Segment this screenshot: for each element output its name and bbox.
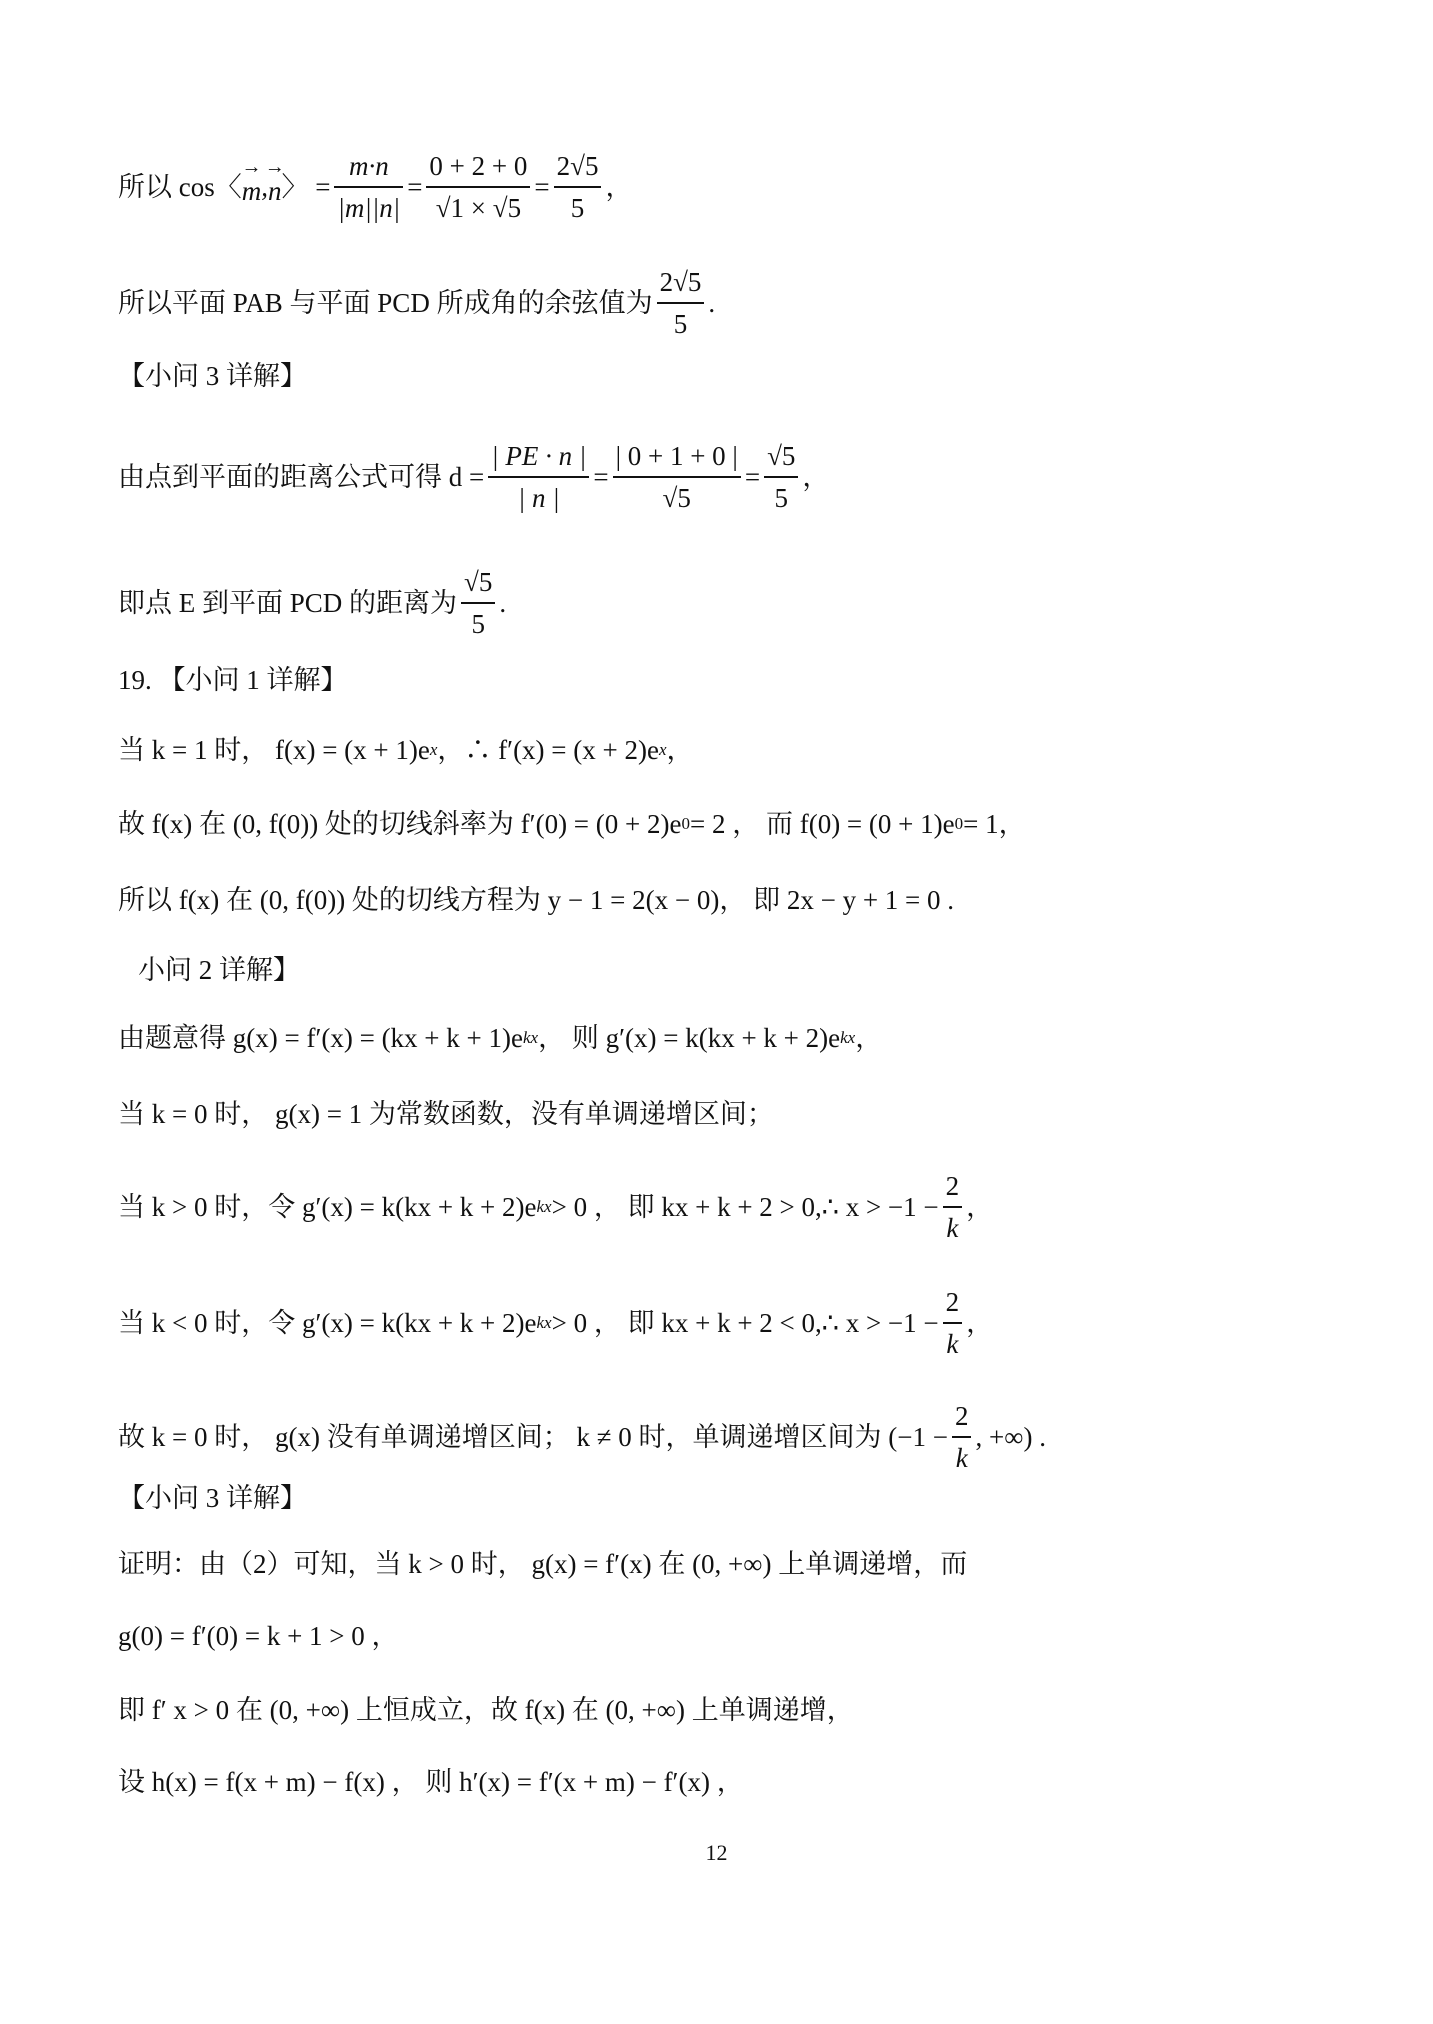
q19-line-8-fraction: $\frac{2}{k}$: [952, 1396, 972, 1478]
q19-line-9: 证明：由（2）可知，当 k > 0 时， g(x) = f′(x) 在 (0, +∞) 上单调递增，而: [118, 1549, 968, 1579]
cos-formula-line: 所以 cos〈 → m , → n 〉 = $\frac{m\cdot n}{|m||n|}$ = $\frac{0 + 2 + 0}{√1 \times √5}$ = $\frac{2√5}{5}$ ，: [118, 146, 632, 228]
cos-fraction-1: $\frac{m\cdot n}{|m||n|}$: [334, 146, 403, 228]
q19-line-7-fraction: $\frac{2}{k}$: [943, 1282, 963, 1364]
q19-line-5: 当 k = 0 时， g(x) = 1 为常数函数，没有单调递增区间；: [118, 1099, 774, 1129]
distance-conclusion-fraction: $\frac{√5}{5}$: [461, 562, 495, 644]
cos-prefix: 所以 cos〈: [118, 172, 242, 202]
q18-part3-header: 【小问 3 详解】: [118, 361, 307, 391]
q19-line-10: g(0) = f′(0) = k + 1 > 0 ，: [118, 1621, 399, 1651]
q19-line-1: 当 k = 1 时， f(x) = (x + 1)e x ，∴ f′(x) = (x + 2)e x ，: [118, 735, 694, 765]
q19-line-6: 当 k > 0 时，令 g′(x) = k(kx + k + 2)e kx > 0 ， 即 kx + k + 2 > 0,∴ x > −1 − $\frac{2}{k}$ ，: [118, 1166, 993, 1248]
cos-close: 〉 =: [281, 172, 331, 202]
vector-m: → m: [242, 163, 262, 211]
q19-line-8: 故 k = 0 时， g(x) 没有单调递增区间； k ≠ 0 时，单调递增区间为 (−1 − $\frac{2}{k}$ , +∞) .: [118, 1396, 1046, 1478]
q19-part1-header: 19. 【小问 1 详解】: [118, 665, 348, 695]
distance-fraction-2: $\frac{| 0 + 1 + 0 |}{√5}$: [613, 436, 741, 518]
q19-line-2: 故 f(x) 在 (0, f(0)) 处的切线斜率为 f′(0) = (0 + 2)e 0 = 2 ， 而 f(0) = (0 + 1)e 0 = 1，: [118, 809, 1026, 839]
cos-fraction-2: $\frac{0 + 2 + 0}{√1 \times √5}$: [426, 146, 530, 228]
cos-fraction-3: $\frac{2√5}{5}$: [554, 146, 602, 228]
q19-line-7: 当 k < 0 时，令 g′(x) = k(kx + k + 2)e kx > 0 ， 即 kx + k + 2 < 0,∴ x > −1 − $\frac{2}{k}$ ，: [118, 1282, 993, 1364]
distance-fraction-3: $\frac{√5}{5}$: [764, 436, 798, 518]
q19-part2-header: 小问 2 详解】: [138, 955, 300, 985]
q19-line-12: 设 h(x) = f(x + m) − f(x) ， 则 h′(x) = f′(x + m) − f′(x) ，: [118, 1767, 744, 1797]
distance-formula-line: 由点到平面的距离公式可得 d = $\frac{| PE \cdot n |}{| n |}$ = $\frac{| 0 + 1 + 0 |}{√5}$ = $\frac{√5}{5}$ ，: [118, 436, 829, 518]
vector-n: → n: [268, 163, 282, 211]
plane-angle-conclusion: 所以平面 PAB 与平面 PCD 所成角的余弦值为 $\frac{2√5}{5}$ .: [118, 262, 715, 344]
q19-part3-header: 【小问 3 详解】: [118, 1483, 307, 1513]
conclusion-fraction: $\frac{2√5}{5}$: [657, 262, 705, 344]
page-number: 12: [705, 1840, 728, 1865]
q19-line-4: 由题意得 g(x) = f′(x) = (kx + k + 1)e kx ， 则 g′(x) = k(kx + k + 2)e kx ，: [118, 1023, 883, 1053]
q19-line-3: 所以 f(x) 在 (0, f(0)) 处的切线方程为 y − 1 = 2(x − 0)， 即 2x − y + 1 = 0 .: [118, 885, 955, 915]
q19-line-11: 即 f′ x > 0 在 (0, +∞) 上恒成立，故 f(x) 在 (0, +∞) 上单调递增，: [118, 1695, 854, 1725]
distance-conclusion: 即点 E 到平面 PCD 的距离为 $\frac{√5}{5}$ .: [118, 562, 506, 644]
q19-line-6-fraction: $\frac{2}{k}$: [943, 1166, 963, 1248]
distance-fraction-1: $\frac{| PE \cdot n |}{| n |}$: [488, 436, 589, 518]
